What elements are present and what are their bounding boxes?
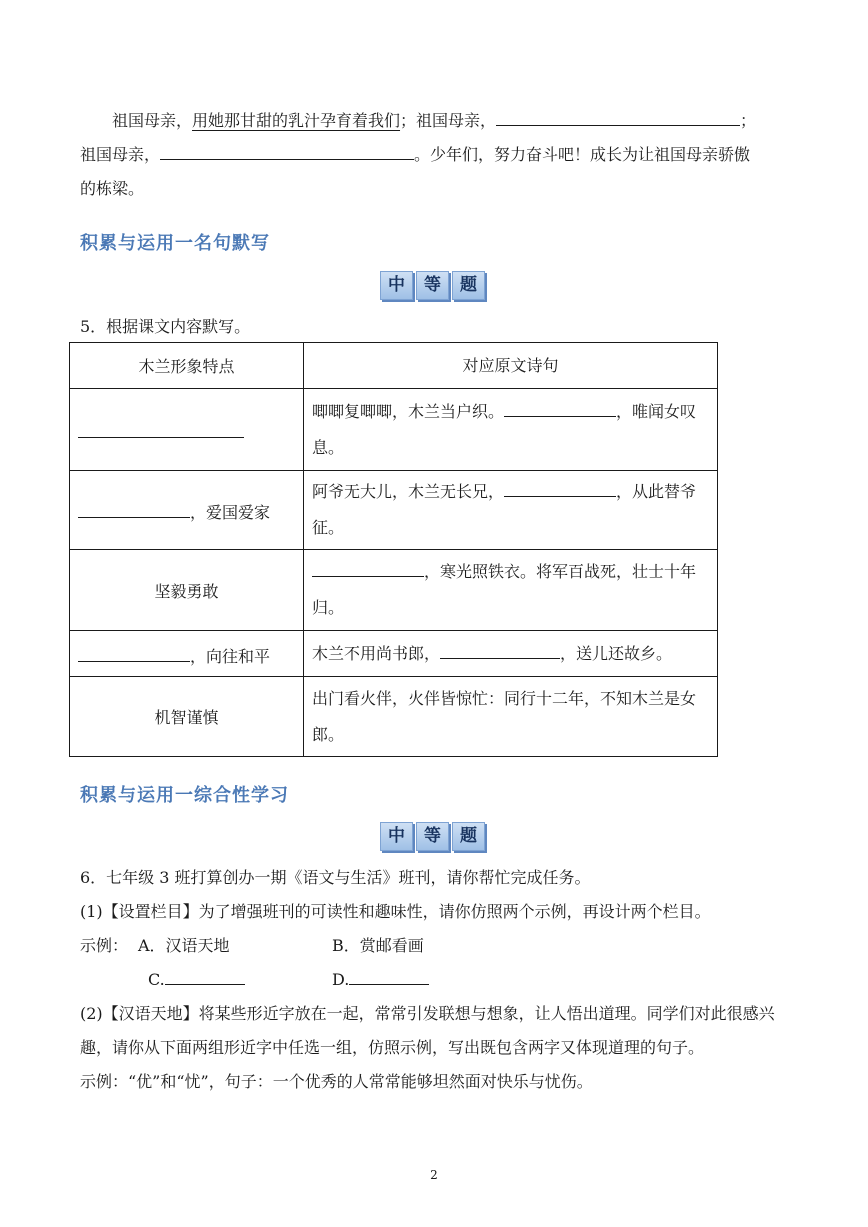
trait-cell (70, 471, 304, 550)
verse-cell: 出门看火伴，火伴皆惊忙：同行十二年，不知木兰是女郎。 (304, 677, 718, 757)
verse-text: ，唯闻女叹息。 (312, 401, 697, 457)
fill-blank[interactable] (440, 638, 560, 659)
example-label: 示例： (80, 936, 129, 955)
table-row (70, 389, 718, 471)
trait-text: ，向往和平 (190, 646, 271, 666)
option-c-label: C. (148, 970, 165, 989)
fill-blank[interactable] (312, 556, 424, 577)
badge-char: 中 (380, 822, 413, 851)
intro-text: 祖国母亲， (80, 145, 161, 164)
page-number: 2 (430, 1168, 438, 1182)
fill-blank[interactable] (496, 105, 740, 126)
verse-cell (304, 631, 718, 677)
verse-cell (304, 389, 718, 471)
example-a: A．汉语天地 (138, 936, 230, 955)
mulan-table (69, 342, 718, 757)
verse-cell (304, 550, 718, 631)
trait-cell (70, 631, 304, 677)
example-sentence: 示例：“优”和“忧”，句子：一个优秀的人常常能够坦然面对快乐与忧伤。 (80, 1072, 593, 1091)
verse-text: 木兰不用尚书郎， (312, 643, 441, 663)
table-row (70, 631, 718, 677)
intro-text: 的栋梁。 (80, 179, 145, 198)
verse-text: ，寒光照铁衣。将军百战死，壮士十年归。 (312, 562, 697, 617)
verse-text: ，从此替爷征。 (312, 482, 697, 537)
option-d-label: D. (332, 970, 350, 989)
verse-text: ，送儿还故乡。 (560, 643, 673, 663)
table-header-row (70, 343, 718, 389)
table-row (70, 471, 718, 550)
intro-text: ；祖国母亲， (400, 111, 497, 130)
answer-row (80, 963, 800, 997)
difficulty-badge (380, 271, 485, 300)
badge-char: 题 (452, 271, 485, 300)
fill-blank[interactable] (78, 417, 244, 438)
intro-text: 。少年们，努力奋斗吧！成长为让祖国母亲骄傲 (414, 145, 751, 164)
header-cell: 对应原文诗句 (304, 343, 718, 389)
header-cell: 木兰形象特点 (70, 343, 304, 389)
verse-text: 阿爷无大儿，木兰无长兄， (312, 482, 505, 501)
badge-char: 等 (416, 822, 449, 851)
intro-underlined-example: 用她那甘甜的乳汁孕育着我们 (192, 111, 401, 130)
difficulty-badge (380, 822, 485, 851)
example-b: B．赏邮看画 (332, 936, 424, 955)
intro-text: ； (740, 111, 757, 130)
question-6 (80, 861, 800, 1099)
badge-char: 中 (380, 271, 413, 300)
verse-text: 唧唧复唧唧，木兰当户织。 (312, 401, 505, 421)
intro-paragraph (80, 104, 790, 206)
section-title-comprehensive-learning: 积累与运用一综合性学习 (80, 785, 289, 806)
badge-char: 等 (416, 271, 449, 300)
fill-blank[interactable] (504, 396, 616, 417)
sub-question-2: (2)【汉语天地】将某些形近字放在一起，常常引发联想与想象，让人悟出道理。同学们对此很感兴趣，请你从下面两组形近字中任选一组，仿照示例，写出既包含两字又体现道理的句子。 (80, 1004, 775, 1057)
fill-blank[interactable] (504, 476, 616, 497)
fill-blank[interactable] (165, 964, 245, 985)
badge-char: 题 (452, 822, 485, 851)
example-row (80, 929, 800, 963)
question-5: 5．根据课文内容默写。 (80, 317, 251, 336)
table-row (70, 550, 718, 631)
fill-blank[interactable] (160, 139, 414, 160)
question-text: 6．七年级 3 班打算创办一期《语文与生活》班刊，请你帮忙完成任务。 (80, 868, 591, 887)
fill-blank[interactable] (349, 964, 429, 985)
fill-blank[interactable] (78, 497, 190, 518)
section-title-famous-lines: 积累与运用一名句默写 (80, 233, 270, 254)
trait-cell (70, 389, 304, 471)
fill-blank[interactable] (78, 641, 190, 662)
table-row (70, 677, 718, 757)
intro-text: 祖国母亲， (112, 111, 193, 130)
sub-question-1: (1)【设置栏目】为了增强班刊的可读性和趣味性，请你仿照两个示例，再设计两个栏目。 (80, 902, 711, 921)
trait-text: ，爱国爱家 (190, 503, 271, 522)
trait-cell: 坚毅勇敢 (70, 550, 304, 631)
verse-cell (304, 471, 718, 550)
trait-cell: 机智谨慎 (70, 677, 304, 757)
